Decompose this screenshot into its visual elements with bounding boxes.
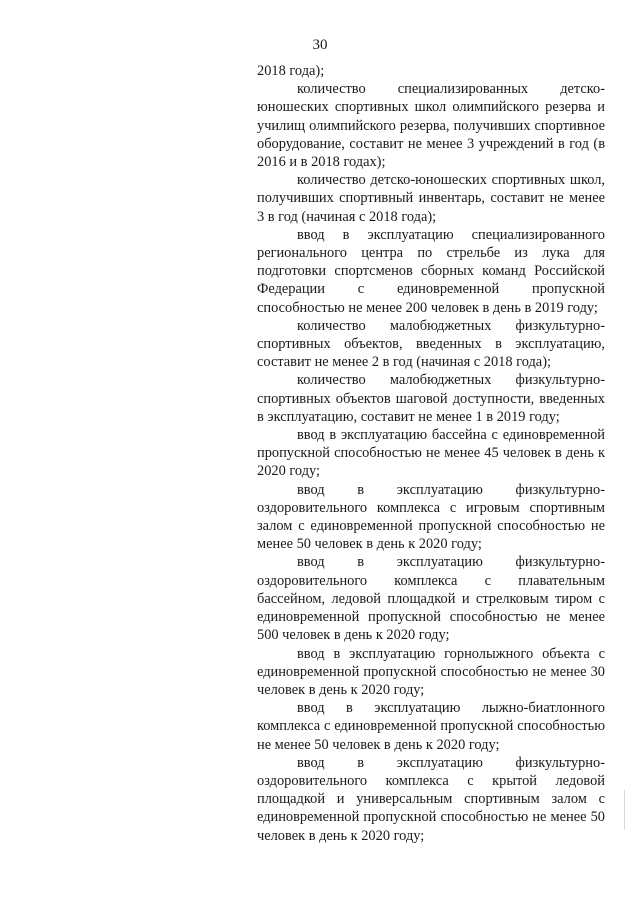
paragraph-walking-distance-objects: количество малобюджетных физкультурно-спортивных объектов шаговой доступности, введенных в эксплуатацию, составит не менее 1 в 2019 году; [257, 372, 605, 425]
paragraph-ski-biathlon: ввод в эксплуатацию лыжно-биатлонного комплекса с единовременной пропускной способностью не менее 50 человек в день к 2020 году; [257, 700, 605, 753]
scan-margin-mark [624, 790, 625, 830]
paragraph-archery-center: ввод в эксплуатацию специализированного регионального центра по стрельбе из лука для подготовки спортсменов сборных команд Российской Федерации с единовременной пропускной способностью не менее 200 человек в день в 2019 году; [257, 226, 605, 316]
paragraph-complex-indoor-ice: ввод в эксплуатацию физкультурно-оздоровительного комплекса с крытой ледовой площадкой и универсальным спортивным залом с единовременной пропускной способностью не менее 50 человек в день к 2020 году; [257, 754, 605, 844]
paragraph-sports-schools-equipment: количество специализированных детско-юношеских спортивных школ олимпийского резерва и училищ олимпийского резерва, получивших спортивное оборудование, составит не менее 3 учреждений в год (в 2016 и в 2018 годах); [257, 81, 605, 171]
paragraph-swimming-pool: ввод в эксплуатацию бассейна с единовременной пропускной способностью не менее 45 человек в день к 2020 году; [257, 427, 605, 480]
paragraph-continuation: 2018 года); [257, 63, 325, 79]
paragraph-low-budget-objects: количество малобюджетных физкультурно-спортивных объектов, введенных в эксплуатацию, составит не менее 2 в год (начиная с 2018 года); [257, 317, 605, 371]
paragraph-complex-game-hall: ввод в эксплуатацию физкультурно-оздоровительного комплекса с игровым спортивным залом с единовременной пропускной способностью не менее 50 человек в день к 2020 году; [257, 481, 605, 553]
paragraph-youth-schools-inventory: количество детско-юношеских спортивных школ, получивших спортивный инвентарь, составит не менее 3 в год (начиная с 2018 года); [257, 172, 605, 225]
page-number: 30 [312, 37, 328, 53]
paragraph-complex-pool-ice-shooting: ввод в эксплуатацию физкультурно-оздоровительного комплекса с плавательным бассейном, ледовой площадкой и стрелковым тиром с единовременной пропускной способностью не менее 500 человек в день к 2020 году; [257, 554, 605, 644]
document-body [257, 62, 605, 845]
paragraph-ski-object: ввод в эксплуатацию горнолыжного объекта с единовременной пропускной способностью не менее 30 человек в день к 2020 году; [257, 645, 605, 698]
